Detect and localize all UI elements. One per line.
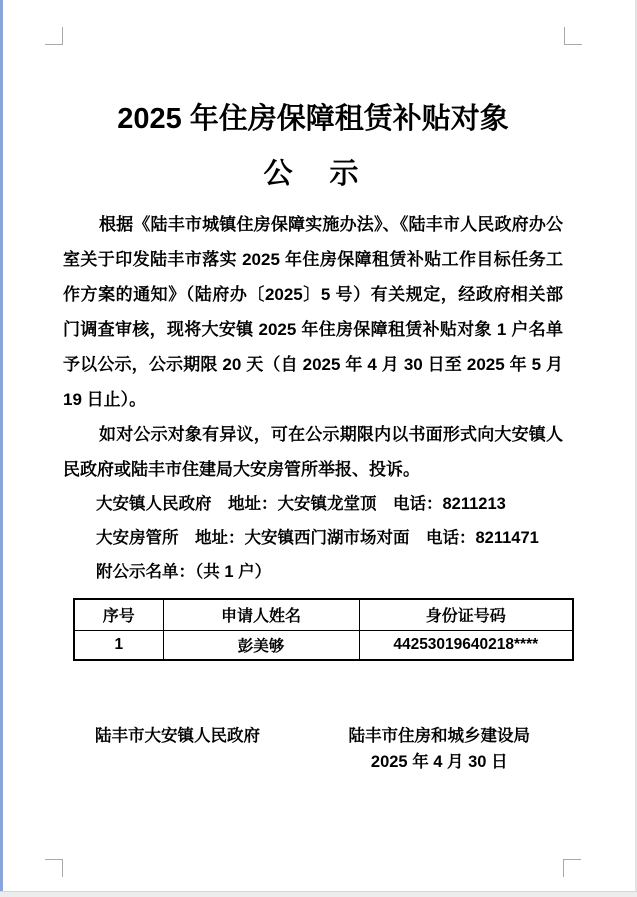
contact-line-town-government: 大安镇人民政府 地址：大安镇龙堂顶 电话：8211213 bbox=[96, 495, 506, 513]
notice-paragraph-objection: 如对公示对象有异议，可在公示期限内以书面形式向大安镇人民政府或陆丰市住建局大安房管所举报、投诉。 bbox=[63, 425, 563, 479]
attachment-note: 附公示名单：（共 1 户） bbox=[96, 563, 272, 581]
document-page bbox=[63, 45, 563, 775]
crop-mark-bottom-left bbox=[45, 859, 63, 877]
table-header-row bbox=[74, 599, 573, 630]
table-cell-id: 44253019640218**** bbox=[359, 630, 573, 660]
table-header-name: 申请人姓名 bbox=[163, 599, 359, 630]
notice-paragraph-basis: 根据《陆丰市城镇住房保障实施办法》、《陆丰市人民政府办公室关于印发陆丰市落实 2025 年住房保障租赁补贴工作目标任务工作方案的通知》（陆府办〔2025〕5 号）有关规定，经政府相关部门调查审核，现将大安镇 2025 年住房保障租赁补贴对象 1 户名单予以公示，公示期限 20 天（自 2025 年 4 月 30 日至 2025 年 5 月 19 日止）。 bbox=[63, 215, 563, 409]
signature-right-org: 陆丰市住房和城乡建设局 bbox=[348, 727, 530, 745]
bottom-edge-strip bbox=[0, 891, 637, 897]
left-edge-strip bbox=[0, 0, 3, 897]
signature-left-org: 陆丰市大安镇人民政府 bbox=[95, 727, 260, 745]
crop-mark-bottom-right bbox=[563, 859, 581, 877]
signature-right-block bbox=[349, 723, 531, 775]
notice-title-line1: 2025 年住房保障租赁补贴对象 bbox=[117, 103, 509, 135]
crop-mark-top-right bbox=[564, 27, 582, 45]
signature-date: 2025 年 4 月 30 日 bbox=[370, 753, 508, 771]
table-cell-index: 1 bbox=[74, 630, 163, 660]
notice-title-line2: 公 示 bbox=[263, 158, 363, 190]
table-row bbox=[74, 630, 573, 660]
crop-mark-top-left bbox=[45, 27, 63, 45]
table-header-id: 身份证号码 bbox=[359, 599, 573, 630]
table-cell-name: 彭美够 bbox=[163, 630, 359, 660]
notice-body bbox=[63, 207, 563, 775]
table-header-index: 序号 bbox=[74, 599, 163, 630]
applicant-table bbox=[73, 598, 574, 661]
contact-line-housing-office: 大安房管所 地址：大安镇西门湖市场对面 电话：8211471 bbox=[96, 529, 539, 547]
signature-block bbox=[63, 723, 563, 775]
